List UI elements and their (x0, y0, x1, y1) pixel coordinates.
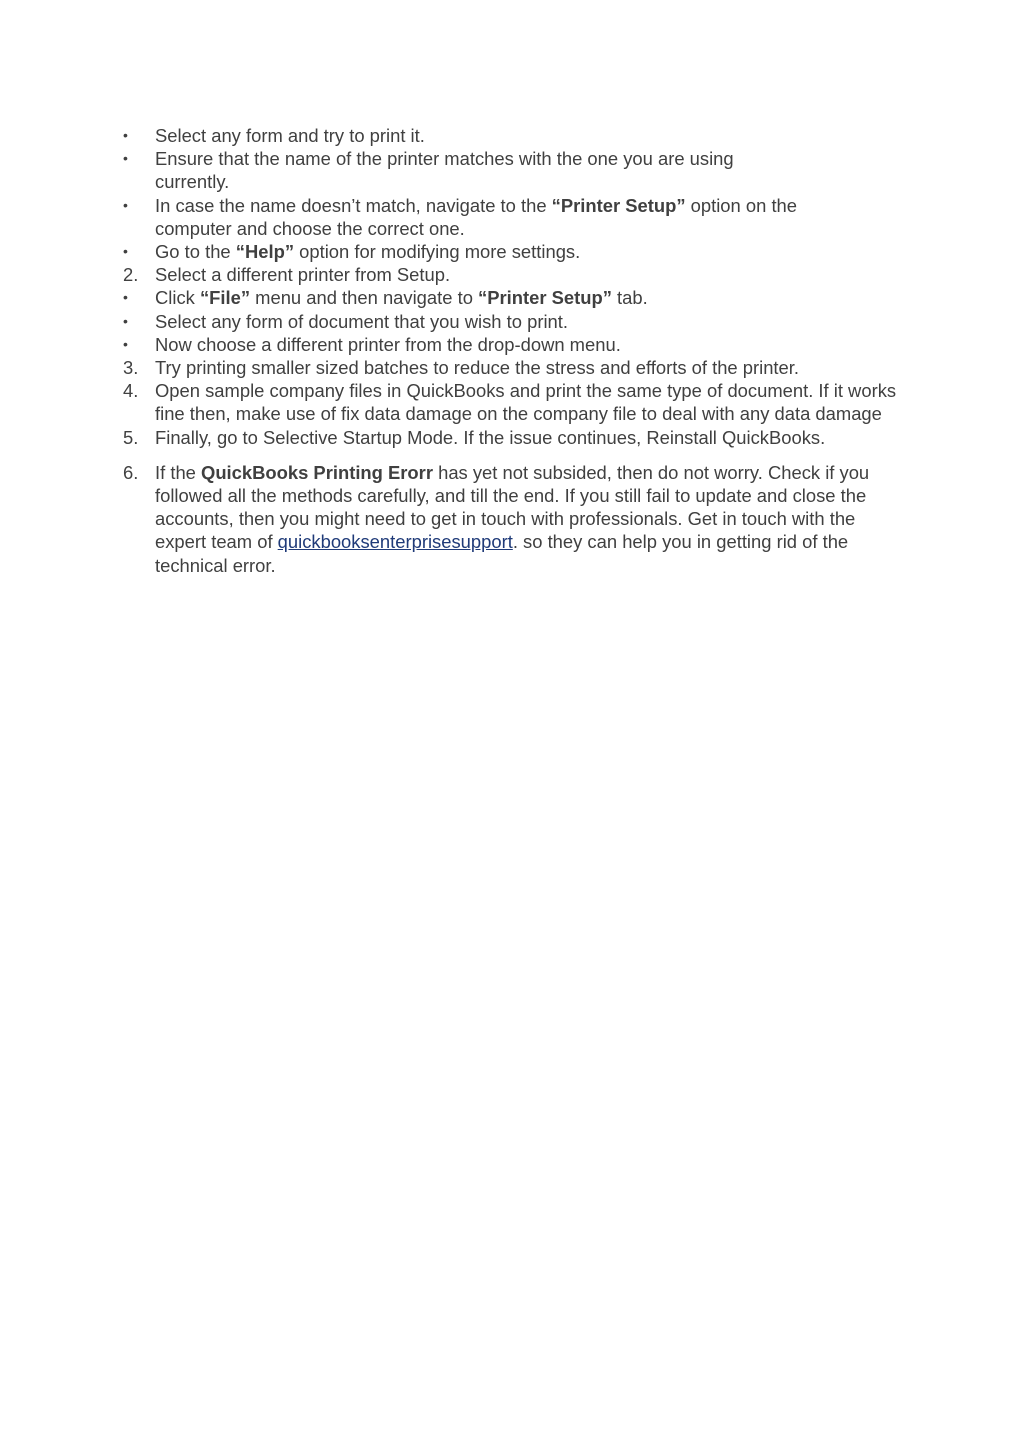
bold-term: QuickBooks Printing Erorr (201, 461, 433, 483)
list-item (120, 240, 910, 263)
number-marker: 3. (123, 357, 139, 379)
text-segment: has yet not subsided, then do not worry. Check if you followed all the methods carefully, and till the end. If you still fail to update and close the accounts, then you might need to get in touch with professionals. Get in touch with the expert team of (155, 461, 870, 553)
text-segment: If the (155, 461, 202, 483)
list-item-text (155, 461, 895, 577)
support-link[interactable]: quickbooksenterprisesupport (277, 531, 513, 553)
bold-term: “Help” (235, 241, 295, 263)
bold-term: “Printer Setup” (478, 287, 612, 309)
list-item (120, 263, 910, 286)
list-item-text: Open sample company files in QuickBooks and print the same type of document. If it works fine then, make use of fix data damage on the company file to deal with any data damage (155, 380, 897, 425)
text-segment: Go to the (155, 241, 236, 263)
number-marker: 6. (123, 461, 139, 483)
list-item (120, 286, 910, 309)
bold-term: “File” (199, 287, 251, 309)
number-marker: 4. (123, 380, 139, 402)
bullet-marker: • (123, 150, 128, 167)
text-segment: tab. (611, 287, 648, 309)
bullet-marker: • (123, 312, 128, 329)
list-item (120, 426, 910, 449)
list-item-text: Select a different printer from Setup. (155, 264, 451, 286)
bullet-marker: • (123, 127, 128, 143)
bullet-marker: • (123, 243, 128, 260)
list-item-text (155, 286, 910, 309)
bullet-marker: • (123, 289, 128, 306)
list-item-text (155, 240, 910, 263)
list-item-text: Select any form of document that you wish to print. (155, 310, 568, 332)
instruction-list (120, 124, 910, 577)
list-item (120, 333, 910, 356)
list-item-text (155, 194, 855, 240)
list-item-text: Ensure that the name of the printer matches with the one you are using currently. (155, 148, 734, 193)
list-item-text: Finally, go to Selective Startup Mode. If the issue continues, Reinstall QuickBooks. (155, 426, 826, 448)
number-marker: 5. (123, 426, 139, 448)
text-segment: option for modifying more settings. (294, 241, 581, 263)
list-item (120, 379, 910, 425)
list-item-text: Try printing smaller sized batches to reduce the stress and efforts of the printer. (155, 357, 799, 379)
text-segment: menu and then navigate to (250, 287, 479, 309)
list-item-text: Select any form and try to print it. (155, 125, 425, 146)
list-item (120, 147, 910, 193)
list-item (120, 124, 910, 147)
list-item (120, 356, 910, 379)
list-item (120, 310, 910, 333)
bullet-marker: • (123, 196, 128, 213)
text-segment: option on the computer and choose the correct one. (155, 194, 798, 239)
text-segment: . so they can help you in getting rid of the technical error. (155, 531, 849, 576)
bold-term: “Printer Setup” (551, 194, 686, 216)
text-segment: Click (155, 287, 200, 309)
text-segment: In case the name doesn’t match, navigate to the (155, 194, 552, 216)
number-marker: 2. (123, 264, 139, 286)
list-item-text: Now choose a different printer from the drop-down menu. (155, 333, 621, 355)
list-item (120, 461, 910, 577)
bullet-marker: • (123, 335, 128, 352)
list-item (120, 194, 910, 240)
